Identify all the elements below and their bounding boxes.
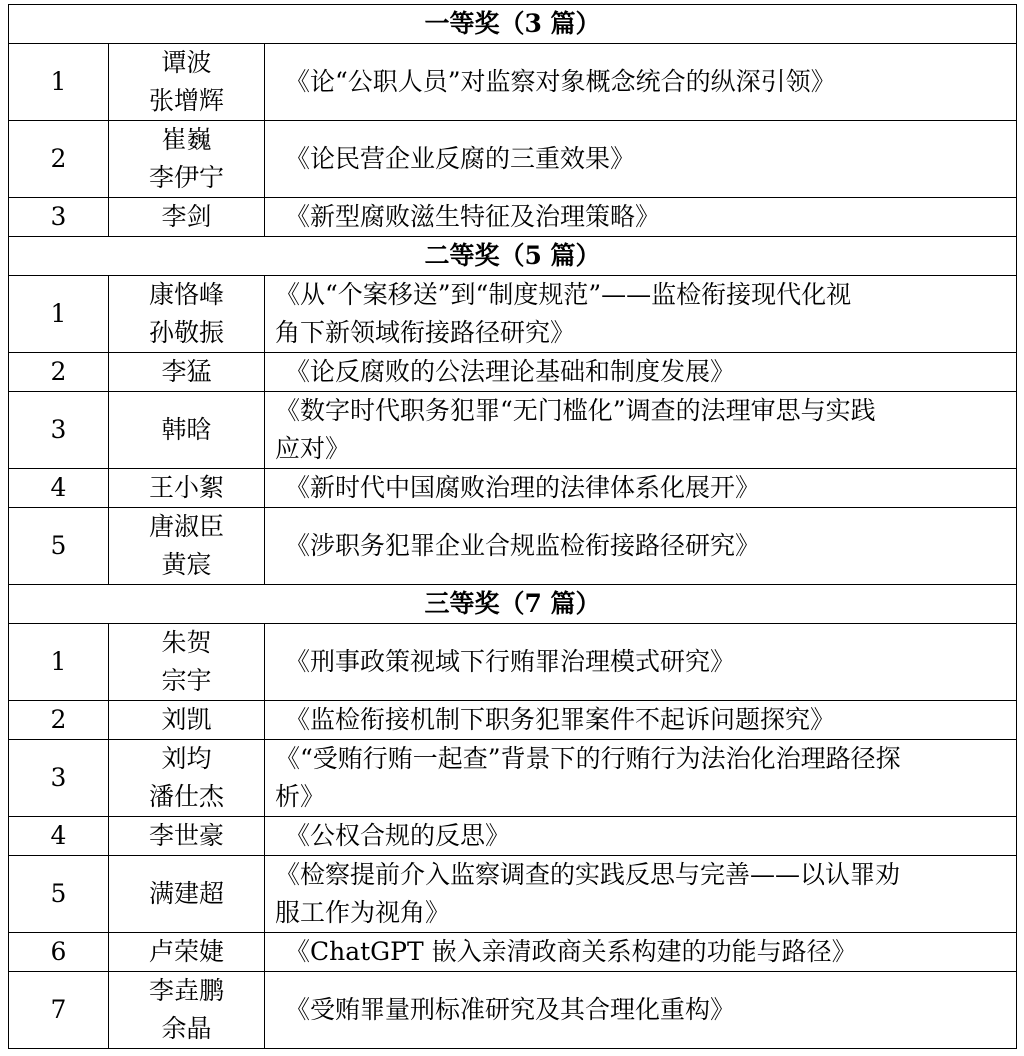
author-name: 卢荣婕 (148, 937, 224, 966)
author-cell (109, 353, 265, 392)
paper-title: 《新型腐败滋生特征及治理策略》 (265, 198, 1017, 237)
section-header-row (9, 5, 1017, 44)
author-name: 李伊宁 (148, 163, 224, 192)
author-name: 宗宇 (161, 666, 212, 695)
table-row (9, 817, 1017, 856)
table-row (9, 44, 1017, 121)
section-heading: 二等奖（5 篇） (9, 237, 1017, 276)
table-row (9, 508, 1017, 585)
author-name: 李剑 (161, 202, 212, 231)
table-row (9, 469, 1017, 508)
paper-title: 《论民营企业反腐的三重效果》 (265, 121, 1017, 198)
paper-title-line: 服工作为视角》 (275, 898, 451, 927)
paper-title (265, 276, 1017, 353)
paper-title (265, 740, 1017, 817)
author-name: 李世豪 (148, 821, 224, 850)
paper-title-line: 《从“个案移送”到“制度规范”——监检衔接现代化视 (275, 280, 852, 309)
paper-title-line: 《“受贿行贿一起查”背景下的行贿行为法治化治理路径探 (275, 744, 901, 773)
author-cell (109, 972, 265, 1049)
row-number: 7 (9, 972, 109, 1049)
paper-title: 《公权合规的反思》 (265, 817, 1017, 856)
author-name: 谭波 (161, 48, 212, 77)
section-heading: 一等奖（3 篇） (9, 5, 1017, 44)
author-name: 刘凯 (161, 705, 212, 734)
author-name: 孙敬振 (148, 318, 224, 347)
author-cell (109, 817, 265, 856)
author-cell (109, 624, 265, 701)
author-cell (109, 276, 265, 353)
author-name: 满建超 (148, 879, 224, 908)
row-number: 1 (9, 44, 109, 121)
author-name: 潘仕杰 (148, 782, 224, 811)
author-name: 余晶 (161, 1014, 212, 1043)
paper-title: 《涉职务犯罪企业合规监检衔接路径研究》 (265, 508, 1017, 585)
author-name: 张增辉 (148, 86, 224, 115)
author-name: 李猛 (161, 357, 212, 386)
award-table (8, 4, 1017, 1049)
author-cell (109, 121, 265, 198)
section-header-row (9, 585, 1017, 624)
paper-title: 《新时代中国腐败治理的法律体系化展开》 (265, 469, 1017, 508)
author-cell (109, 856, 265, 933)
author-name: 韩晗 (161, 415, 212, 444)
paper-title: 《论“公职人员”对监察对象概念统合的纵深引领》 (265, 44, 1017, 121)
author-cell (109, 392, 265, 469)
table-row (9, 353, 1017, 392)
paper-title-line: 角下新领域衔接路径研究》 (275, 318, 576, 347)
row-number: 1 (9, 276, 109, 353)
paper-title: 《ChatGPT 嵌入亲清政商关系构建的功能与路径》 (265, 933, 1017, 972)
paper-title-line: 《检察提前介入监察调查的实践反思与完善——以认罪劝 (275, 860, 901, 889)
author-cell (109, 933, 265, 972)
table-row (9, 276, 1017, 353)
paper-title: 《论反腐败的公法理论基础和制度发展》 (265, 353, 1017, 392)
author-name: 唐淑臣 (148, 512, 224, 541)
row-number: 5 (9, 508, 109, 585)
table-row (9, 198, 1017, 237)
table-row (9, 933, 1017, 972)
paper-title: 《监检衔接机制下职务犯罪案件不起诉问题探究》 (265, 701, 1017, 740)
author-name: 崔巍 (161, 125, 212, 154)
author-cell (109, 508, 265, 585)
author-cell (109, 44, 265, 121)
author-name: 王小絮 (148, 473, 224, 502)
row-number: 2 (9, 353, 109, 392)
paper-title: 《受贿罪量刑标准研究及其合理化重构》 (265, 972, 1017, 1049)
table-row (9, 856, 1017, 933)
table-row (9, 392, 1017, 469)
table-row (9, 972, 1017, 1049)
row-number: 1 (9, 624, 109, 701)
author-cell (109, 701, 265, 740)
paper-title-line: 应对》 (275, 434, 351, 463)
author-cell (109, 198, 265, 237)
award-table-body (9, 5, 1017, 1049)
row-number: 2 (9, 701, 109, 740)
row-number: 3 (9, 740, 109, 817)
row-number: 4 (9, 817, 109, 856)
paper-title: 《刑事政策视域下行贿罪治理模式研究》 (265, 624, 1017, 701)
paper-title (265, 856, 1017, 933)
row-number: 3 (9, 198, 109, 237)
section-header-row (9, 237, 1017, 276)
paper-title (265, 392, 1017, 469)
table-row (9, 740, 1017, 817)
row-number: 6 (9, 933, 109, 972)
paper-title-line: 析》 (275, 782, 326, 811)
row-number: 4 (9, 469, 109, 508)
table-row (9, 624, 1017, 701)
author-name: 刘均 (161, 744, 212, 773)
table-row (9, 701, 1017, 740)
section-heading: 三等奖（7 篇） (9, 585, 1017, 624)
author-name: 李垚鹏 (148, 976, 224, 1005)
row-number: 3 (9, 392, 109, 469)
author-name: 朱贺 (161, 628, 212, 657)
row-number: 2 (9, 121, 109, 198)
row-number: 5 (9, 856, 109, 933)
author-cell (109, 740, 265, 817)
author-cell (109, 469, 265, 508)
paper-title-line: 《数字时代职务犯罪“无门槛化”调查的法理审思与实践 (275, 396, 876, 425)
table-row (9, 121, 1017, 198)
author-name: 康恪峰 (148, 280, 224, 309)
author-name: 黄宸 (161, 550, 212, 579)
